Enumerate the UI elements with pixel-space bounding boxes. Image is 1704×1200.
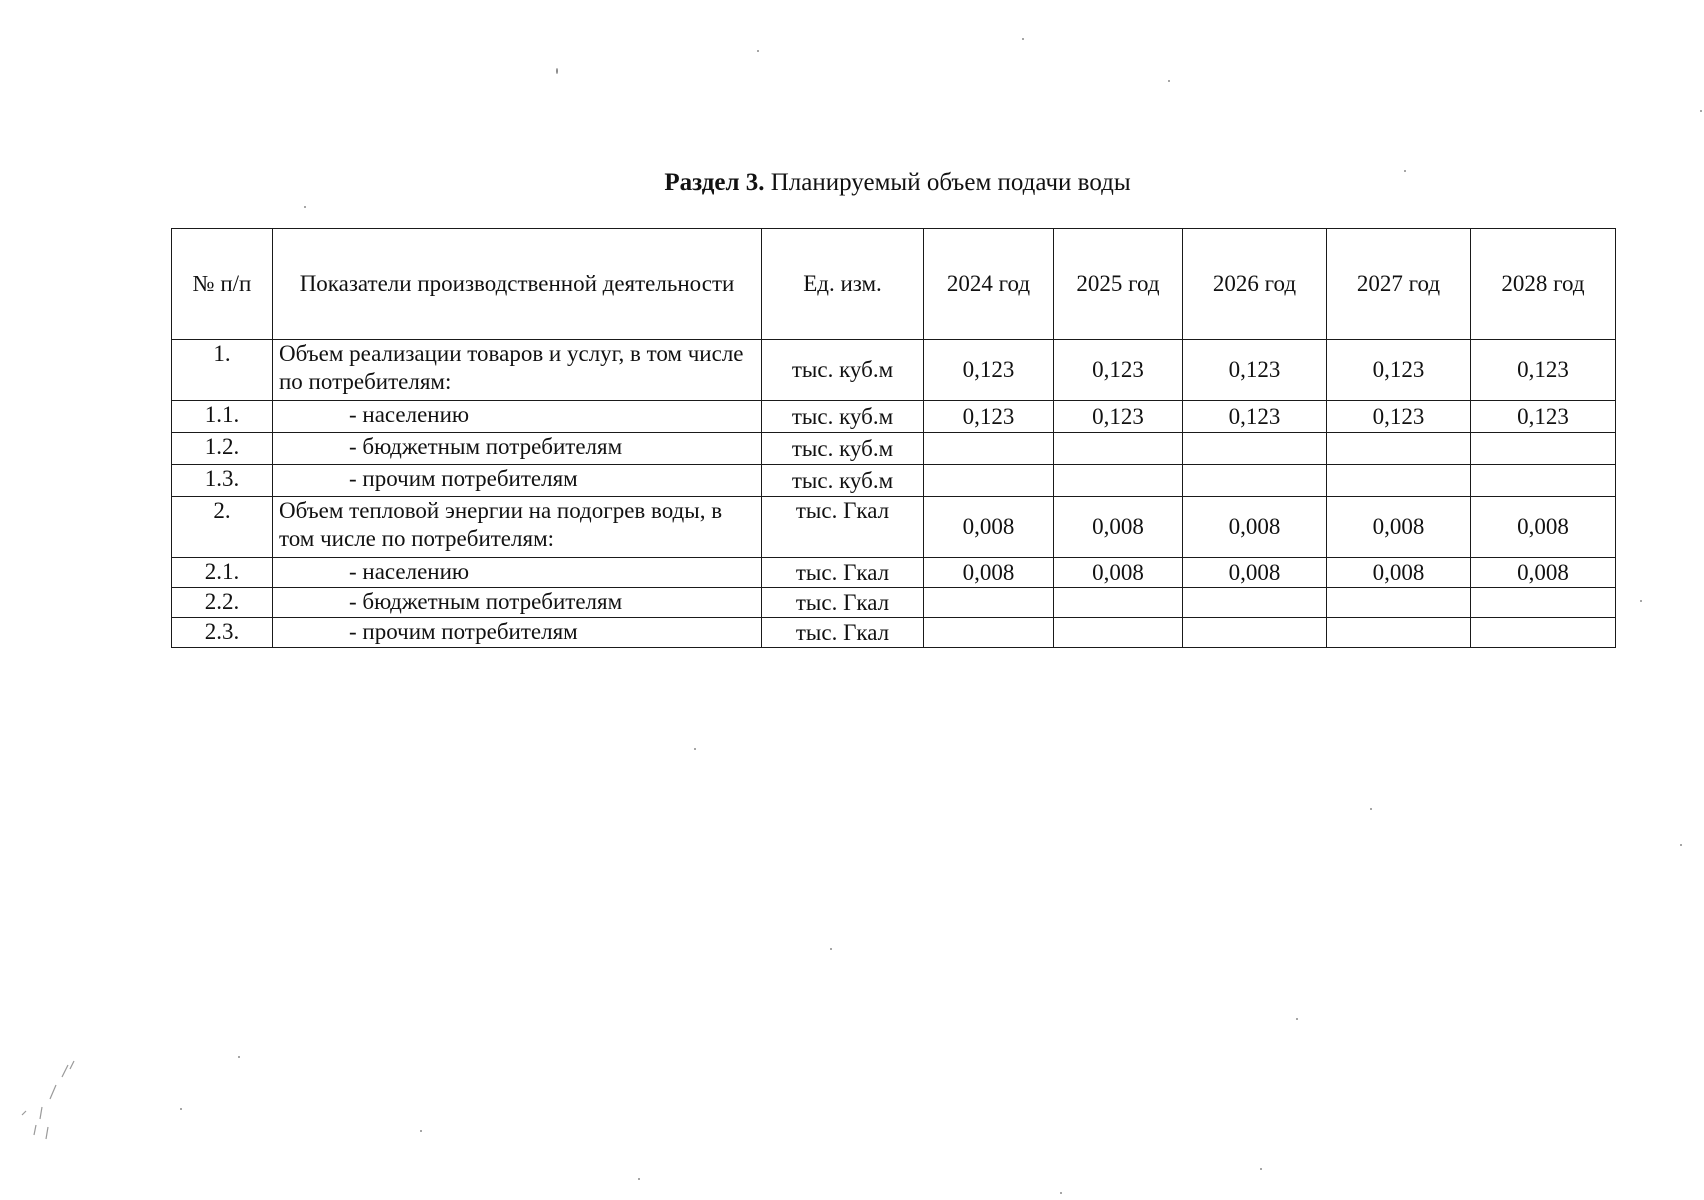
table-row (172, 618, 1616, 648)
header-2028: 2028 год (1471, 229, 1616, 340)
row-indicator: - прочим потребителям (273, 465, 762, 497)
value-2026 (1183, 588, 1327, 618)
value-2026: 0,123 (1183, 340, 1327, 401)
row-unit: тыс. куб.м (762, 433, 924, 465)
row-indicator: Объем реализации товаров и услуг, в том числе по потребителям: (273, 340, 762, 401)
value-2027 (1327, 465, 1471, 497)
header-2025: 2025 год (1054, 229, 1183, 340)
table-row (172, 558, 1616, 588)
table-row (172, 401, 1616, 433)
value-2026: 0,008 (1183, 497, 1327, 558)
header-num: № п/п (172, 229, 273, 340)
header-2026: 2026 год (1183, 229, 1327, 340)
table-row (172, 497, 1616, 558)
value-2026 (1183, 433, 1327, 465)
row-number: 2.2. (172, 588, 273, 618)
value-2025: 0,123 (1054, 401, 1183, 433)
value-2027 (1327, 588, 1471, 618)
value-2024: 0,008 (924, 558, 1054, 588)
row-unit: тыс. Гкал (762, 618, 924, 648)
row-indicator: - населению (273, 558, 762, 588)
row-number: 2.1. (172, 558, 273, 588)
row-unit: тыс. Гкал (762, 497, 924, 558)
header-2024: 2024 год (924, 229, 1054, 340)
value-2027: 0,123 (1327, 401, 1471, 433)
value-2028: 0,008 (1471, 497, 1616, 558)
value-2026 (1183, 618, 1327, 648)
value-2028: 0,123 (1471, 401, 1616, 433)
value-2024 (924, 433, 1054, 465)
value-2025 (1054, 465, 1183, 497)
scan-mark-icon (12, 1055, 92, 1145)
header-indicator: Показатели производственной деятельности (273, 229, 762, 340)
value-2027 (1327, 433, 1471, 465)
value-2025: 0,123 (1054, 340, 1183, 401)
row-indicator: - прочим потребителям (273, 618, 762, 648)
value-2028 (1471, 588, 1616, 618)
value-2028: 0,008 (1471, 558, 1616, 588)
row-number: 2. (172, 497, 273, 558)
value-2028: 0,123 (1471, 340, 1616, 401)
section-title-text: Планируемый объем подачи воды (770, 169, 1131, 196)
value-2025: 0,008 (1054, 497, 1183, 558)
water-supply-table (171, 228, 1616, 648)
row-indicator: - бюджетным потребителям (273, 588, 762, 618)
value-2027: 0,123 (1327, 340, 1471, 401)
value-2024: 0,123 (924, 401, 1054, 433)
row-indicator: Объем тепловой энергии на подогрев воды, в том числе по потребителям: (273, 497, 762, 558)
header-2027: 2027 год (1327, 229, 1471, 340)
value-2024: 0,123 (924, 340, 1054, 401)
table-row (172, 433, 1616, 465)
value-2026 (1183, 465, 1327, 497)
row-indicator: - населению (273, 401, 762, 433)
value-2027 (1327, 618, 1471, 648)
value-2025 (1054, 618, 1183, 648)
value-2028 (1471, 433, 1616, 465)
header-unit: Ед. изм. (762, 229, 924, 340)
row-number: 1.1. (172, 401, 273, 433)
row-unit: тыс. куб.м (762, 465, 924, 497)
row-indicator: - бюджетным потребителям (273, 433, 762, 465)
value-2028 (1471, 618, 1616, 648)
row-unit: тыс. куб.м (762, 340, 924, 401)
row-unit: тыс. куб.м (762, 401, 924, 433)
row-number: 2.3. (172, 618, 273, 648)
section-title (0, 168, 1704, 198)
value-2024 (924, 465, 1054, 497)
value-2025 (1054, 433, 1183, 465)
row-number: 1. (172, 340, 273, 401)
value-2024 (924, 588, 1054, 618)
table-row (172, 588, 1616, 618)
table-row (172, 465, 1616, 497)
row-unit: тыс. Гкал (762, 558, 924, 588)
value-2028 (1471, 465, 1616, 497)
value-2024 (924, 618, 1054, 648)
value-2025: 0,008 (1054, 558, 1183, 588)
table-header-row (172, 229, 1616, 340)
value-2026: 0,123 (1183, 401, 1327, 433)
table-row (172, 340, 1616, 401)
value-2026: 0,008 (1183, 558, 1327, 588)
row-number: 1.3. (172, 465, 273, 497)
value-2025 (1054, 588, 1183, 618)
value-2027: 0,008 (1327, 558, 1471, 588)
value-2024: 0,008 (924, 497, 1054, 558)
value-2027: 0,008 (1327, 497, 1471, 558)
row-unit: тыс. Гкал (762, 588, 924, 618)
section-number: Раздел 3. (664, 169, 765, 196)
row-number: 1.2. (172, 433, 273, 465)
